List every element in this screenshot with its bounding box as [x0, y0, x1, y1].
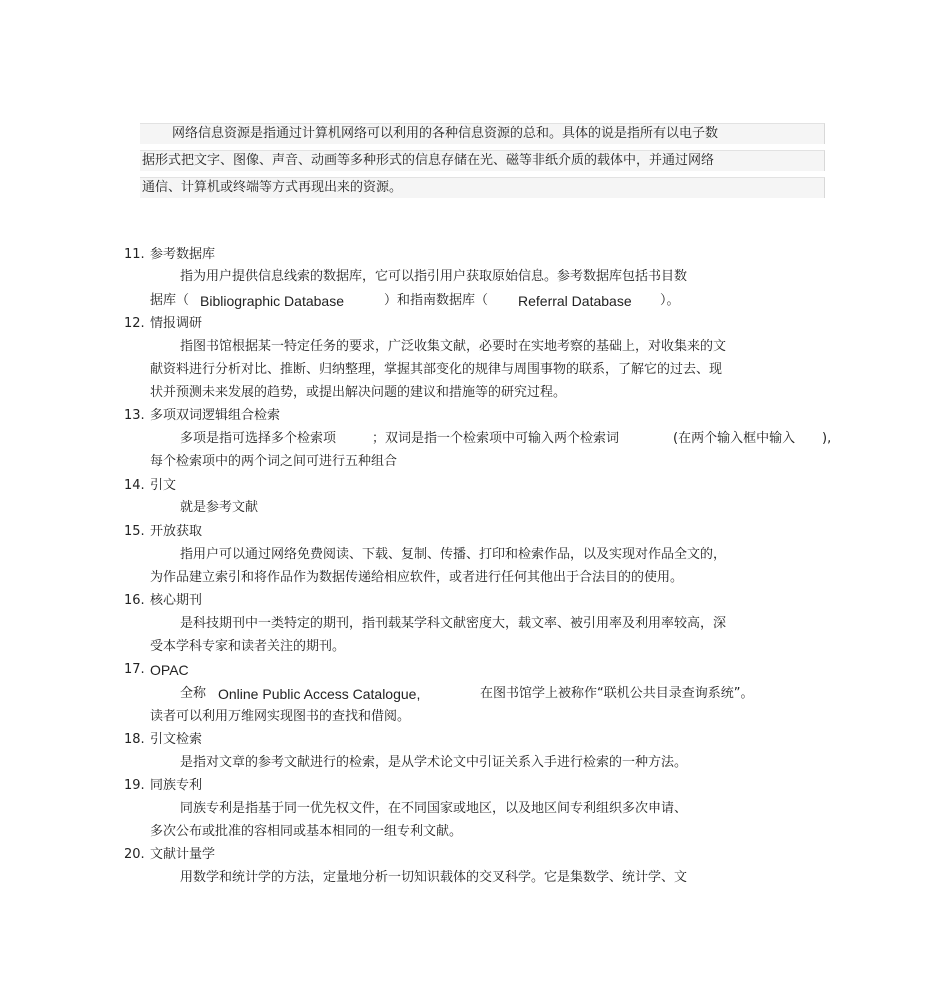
entry-text: 每个检索项中的两个词之间可进行五种组合 [150, 454, 398, 469]
entry-number: 15. [124, 524, 145, 539]
entry-text: 为作品建立索引和将作品作为数据传递给相应软件，或者进行任何其他出于合法目的的使用。 [150, 570, 684, 585]
entry-text: 多次公布或批准的容相同或基本相同的一组专利文献。 [150, 824, 463, 839]
entry-text: ), [822, 431, 832, 446]
entry-text: 献资料进行分析对比、推断、归纳整理，掌握其部变化的规律与周围事物的联系，了解它的过去、现 [150, 362, 723, 377]
entry-term: 文献计量学 [150, 847, 216, 862]
intro-line-2: 据形式把文字、图像、声音、动画等多种形式的信息存储在光、磁等非纸介质的载体中，并通过网络 [142, 153, 715, 168]
entry-term: 参考数据库 [150, 247, 216, 262]
entry-text: 指为用户提供信息线索的数据库，它可以指引用户获取原始信息。参考数据库包括书目数 [180, 269, 688, 284]
entry-number: 18. [124, 732, 145, 747]
entry-term: OPAC [150, 662, 189, 678]
entry-term: 引文检索 [150, 732, 203, 747]
entry-text: ）。 [660, 293, 680, 308]
entry-text: 就是参考文献 [180, 500, 259, 515]
entry-number: 20. [124, 847, 145, 862]
entry-term: 开放获取 [150, 524, 203, 539]
entry-number: 16. [124, 593, 145, 608]
entry-text: 多项是指可选择多个检索项 [180, 431, 337, 446]
entry-text: 全称 [180, 686, 207, 701]
entry-text: 读者可以利用万维网实现图书的查找和借阅。 [150, 709, 411, 724]
entry-term: 同族专利 [150, 778, 203, 793]
entry-number: 13. [124, 408, 145, 423]
entry-number: 17. [124, 662, 145, 677]
entry-text-latin: Bibliographic Database [200, 293, 344, 309]
entry-text: 在图书馆学上被称作“联机公共目录查询系统”。 [480, 686, 754, 701]
intro-line-3: 通信、计算机或终端等方式再现出来的资源。 [142, 180, 403, 195]
entry-text: (在两个输入框中输入 [673, 431, 796, 446]
entry-text-latin: Referral Database [518, 293, 632, 309]
entry-number: 14. [124, 478, 145, 493]
entry-text: 指图书馆根据某一特定任务的要求，广泛收集文献，必要时在实地考察的基础上，对收集来的文 [180, 339, 727, 354]
entry-text: 据库（ [150, 293, 190, 308]
entry-text: ）和指南数据库（ [384, 293, 489, 308]
entry-text: 状并预测未来发展的趋势，或提出解决问题的建议和措施等的研究过程。 [150, 385, 567, 400]
entry-text: 是科技期刊中一类特定的期刊，指刊载某学科文献密度大，载文率、被引用率及利用率较高，深 [180, 616, 727, 631]
intro-line-1: 网络信息资源是指通过计算机网络可以利用的各种信息资源的总和。具体的说是指所有以电子数 [172, 126, 719, 141]
entry-text: 受本学科专家和读者关注的期刊。 [150, 639, 346, 654]
entry-term: 情报调研 [150, 316, 203, 331]
entry-term: 引文 [150, 478, 177, 493]
entry-text: 用数学和统计学的方法，定量地分析一切知识载体的交叉科学。它是集数学、统计学、文 [180, 870, 688, 885]
entry-text: 指用户可以通过网络免费阅读、下载、复制、传播、打印和检索作品，以及实现对作品全文的， [180, 547, 727, 562]
entry-text: 同族专利是指基于同一优先权文件，在不同国家或地区，以及地区间专利组织多次申请、 [180, 801, 688, 816]
entry-term: 多项双词逻辑组合检索 [150, 408, 281, 423]
entry-number: 12. [124, 316, 145, 331]
entry-number: 11. [124, 247, 145, 262]
entry-text: ；双词是指一个检索项中可输入两个检索词 [372, 431, 620, 446]
entry-number: 19. [124, 778, 145, 793]
entry-text: 是指对文章的参考文献进行的检索，是从学术论文中引证关系入手进行检索的一种方法。 [180, 755, 688, 770]
entry-term: 核心期刊 [150, 593, 203, 608]
entry-text-latin: Online Public Access Catalogue, [218, 686, 421, 702]
